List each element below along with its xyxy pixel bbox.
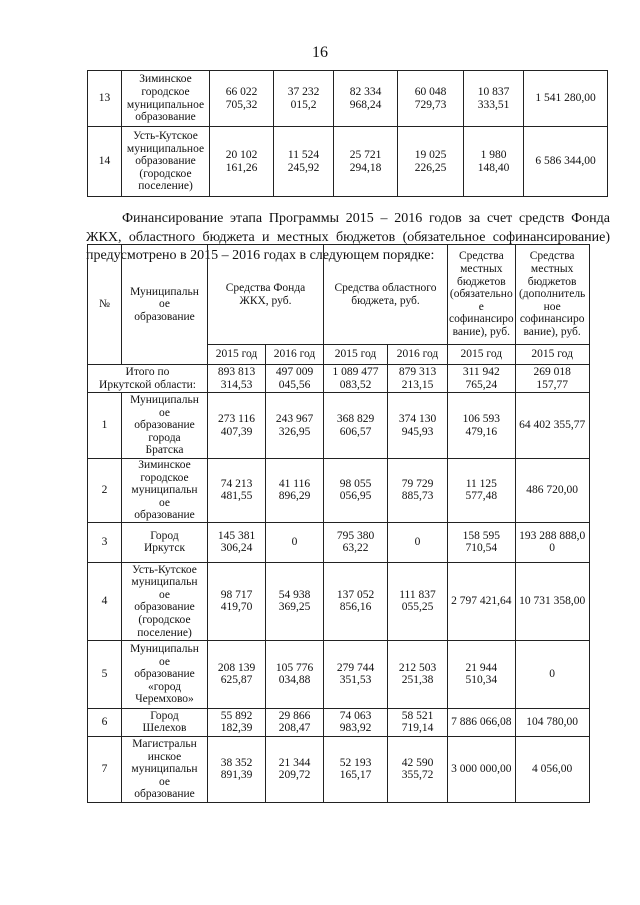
table-row bbox=[88, 736, 590, 802]
header-year: 2015 год bbox=[324, 345, 388, 365]
municipality-name: Усть-Кутское муниципальн ое образование (городское поселение) bbox=[122, 562, 208, 640]
table-cell: 879 313 213,15 bbox=[388, 365, 448, 393]
table-cell: 20 102 161,26 bbox=[210, 127, 274, 197]
municipality-name: Усть-Кутское муниципальное образование (городское поселение) bbox=[122, 127, 210, 197]
table-cell: 106 593 479,16 bbox=[448, 393, 516, 459]
table-cell: 374 130 945,93 bbox=[388, 393, 448, 459]
header-number: № bbox=[88, 245, 122, 365]
table-cell: 3 000 000,00 bbox=[448, 736, 516, 802]
row-number: 4 bbox=[88, 562, 122, 640]
header-year: 2015 год bbox=[515, 345, 589, 365]
row-number: 7 bbox=[88, 736, 122, 802]
municipality-name: Магистральн инское муниципальн ое образование bbox=[122, 736, 208, 802]
total-row bbox=[88, 365, 590, 393]
table-cell: 104 780,00 bbox=[515, 708, 589, 736]
table-cell: 42 590 355,72 bbox=[388, 736, 448, 802]
table-cell: 368 829 606,57 bbox=[324, 393, 388, 459]
municipality-name: Город Шелехов bbox=[122, 708, 208, 736]
table-cell: 60 048 729,73 bbox=[398, 71, 464, 127]
table-row bbox=[88, 71, 608, 127]
header-year: 2016 год bbox=[266, 345, 324, 365]
table-continued bbox=[87, 70, 608, 197]
table-cell: 486 720,00 bbox=[515, 459, 589, 523]
header-municipality: Муниципальн ое образование bbox=[122, 245, 208, 365]
table-cell: 269 018 157,77 bbox=[515, 365, 589, 393]
total-label: Итого по Иркутской области: bbox=[88, 365, 208, 393]
municipality-name: Зиминское городское муниципальн ое образование bbox=[122, 459, 208, 523]
header-year: 2015 год bbox=[448, 345, 516, 365]
table-cell: 105 776 034,88 bbox=[266, 640, 324, 708]
header-year: 2015 год bbox=[208, 345, 266, 365]
table-cell: 1 541 280,00 bbox=[524, 71, 608, 127]
header-year: 2016 год bbox=[388, 345, 448, 365]
table-cell: 82 334 968,24 bbox=[334, 71, 398, 127]
table-cell: 54 938 369,25 bbox=[266, 562, 324, 640]
table-cell: 279 744 351,53 bbox=[324, 640, 388, 708]
table-cell: 11 125 577,48 bbox=[448, 459, 516, 523]
table-cell: 311 942 765,24 bbox=[448, 365, 516, 393]
table-row bbox=[88, 708, 590, 736]
table-cell: 10 731 358,00 bbox=[515, 562, 589, 640]
municipality-name: Город Иркутск bbox=[122, 522, 208, 562]
table-cell: 0 bbox=[266, 522, 324, 562]
row-number: 3 bbox=[88, 522, 122, 562]
header-fund: Средства Фонда ЖКХ, руб. bbox=[208, 245, 324, 345]
table-cell: 66 022 705,32 bbox=[210, 71, 274, 127]
table-cell: 193 288 888,0 0 bbox=[515, 522, 589, 562]
table-cell: 212 503 251,38 bbox=[388, 640, 448, 708]
row-number: 1 bbox=[88, 393, 122, 459]
table-cell: 55 892 182,39 bbox=[208, 708, 266, 736]
table-cell: 25 721 294,18 bbox=[334, 127, 398, 197]
table-cell: 74 213 481,55 bbox=[208, 459, 266, 523]
table-cell: 98 055 056,95 bbox=[324, 459, 388, 523]
table-cell: 98 717 419,70 bbox=[208, 562, 266, 640]
table-cell: 52 193 165,17 bbox=[324, 736, 388, 802]
table-cell: 2 797 421,64 bbox=[448, 562, 516, 640]
table-cell: 38 352 891,39 bbox=[208, 736, 266, 802]
table-cell: 4 056,00 bbox=[515, 736, 589, 802]
table-cell: 893 813 314,53 bbox=[208, 365, 266, 393]
table-cell: 145 381 306,24 bbox=[208, 522, 266, 562]
row-number: 5 bbox=[88, 640, 122, 708]
table-cell: 273 116 407,39 bbox=[208, 393, 266, 459]
table-cell: 0 bbox=[515, 640, 589, 708]
table-cell: 7 886 066,08 bbox=[448, 708, 516, 736]
table-row bbox=[88, 562, 590, 640]
table-cell: 29 866 208,47 bbox=[266, 708, 324, 736]
header-regional: Средства областного бюджета, руб. bbox=[324, 245, 448, 345]
table-cell: 6 586 344,00 bbox=[524, 127, 608, 197]
municipality-name: Муниципальн ое образование города Братска bbox=[122, 393, 208, 459]
row-number: 6 bbox=[88, 708, 122, 736]
table-cell: 497 009 045,56 bbox=[266, 365, 324, 393]
table-cell: 1 089 477 083,52 bbox=[324, 365, 388, 393]
table-cell: 208 139 625,87 bbox=[208, 640, 266, 708]
municipality-name: Муниципальн ое образование «город Черемхово» bbox=[122, 640, 208, 708]
table-cell: 79 729 885,73 bbox=[388, 459, 448, 523]
table-cell: 11 524 245,92 bbox=[274, 127, 334, 197]
table-cell: 21 344 209,72 bbox=[266, 736, 324, 802]
table-cell: 74 063 983,92 bbox=[324, 708, 388, 736]
table-cell: 10 837 333,51 bbox=[464, 71, 524, 127]
municipality-name: Зиминское городское муниципальное образование bbox=[122, 71, 210, 127]
table-cell: 64 402 355,77 bbox=[515, 393, 589, 459]
table-row bbox=[88, 522, 590, 562]
row-number: 14 bbox=[88, 127, 122, 197]
table-cell: 0 bbox=[388, 522, 448, 562]
table-cell: 21 944 510,34 bbox=[448, 640, 516, 708]
table-financing bbox=[87, 244, 590, 803]
table-row bbox=[88, 459, 590, 523]
table-cell: 19 025 226,25 bbox=[398, 127, 464, 197]
table-cell: 795 380 63,22 bbox=[324, 522, 388, 562]
header-local-additional: Средства местных бюджетов (дополнитель ное софинансиро вание), руб. bbox=[515, 245, 589, 345]
table-cell: 41 116 896,29 bbox=[266, 459, 324, 523]
row-number: 2 bbox=[88, 459, 122, 523]
table-cell: 137 052 856,16 bbox=[324, 562, 388, 640]
row-number: 13 bbox=[88, 71, 122, 127]
table-cell: 111 837 055,25 bbox=[388, 562, 448, 640]
table-cell: 1 980 148,40 bbox=[464, 127, 524, 197]
table-cell: 37 232 015,2 bbox=[274, 71, 334, 127]
table-row bbox=[88, 640, 590, 708]
table-cell: 243 967 326,95 bbox=[266, 393, 324, 459]
financing-paragraph: Финансирование этапа Программы 2015 – 2016 годов за счет средств Фонда ЖКХ, областного бюджета и местных бюджетов (обязательное софинансирование) предусмотрено в 2015 – 2016 годах в следующем порядке: bbox=[86, 211, 610, 263]
table-row bbox=[88, 127, 608, 197]
page-number: 16 bbox=[312, 44, 328, 61]
header-local-mandatory: Средства местных бюджетов (обязательно е софинансиро вание), руб. bbox=[448, 245, 516, 345]
table-cell: 58 521 719,14 bbox=[388, 708, 448, 736]
table-cell: 158 595 710,54 bbox=[448, 522, 516, 562]
table-row bbox=[88, 393, 590, 459]
